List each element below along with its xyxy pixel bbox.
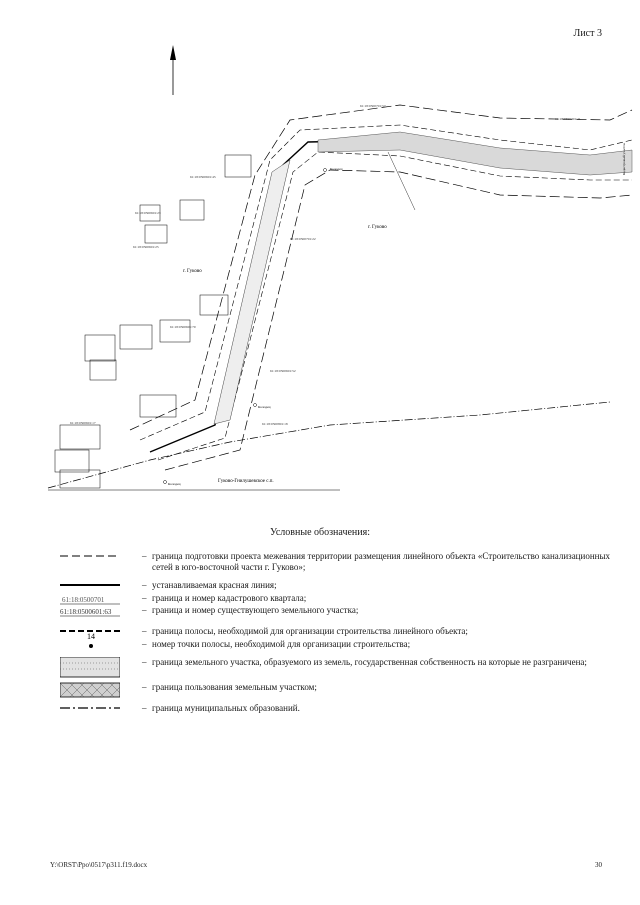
land-parcels bbox=[55, 155, 251, 488]
well-label-2: Колодец bbox=[258, 405, 271, 409]
legend-text: номер точки полосы, необходимой для организации строительства; bbox=[152, 639, 411, 649]
svg-text:61:18:0500701:22: 61:18:0500701:22 bbox=[290, 237, 316, 241]
legend-text: граница пользования земельным участком; bbox=[152, 682, 317, 692]
legend-item-land-use: – граница пользования земельным участком; bbox=[50, 682, 610, 702]
page-number: 30 bbox=[595, 861, 602, 869]
hatched-dots-area-icon bbox=[60, 657, 120, 679]
legend-item-planning-boundary: – граница подготовки проекта межевания территории размещения линейного объекта «Строительство канализационных сетей в юго-восточной части г. Гуково»; bbox=[50, 551, 610, 577]
dashed-long-line-icon bbox=[60, 551, 120, 565]
dash-dot-line-icon bbox=[60, 703, 120, 717]
point-marker-icon bbox=[60, 633, 120, 651]
solid-thick-line-icon bbox=[60, 580, 120, 594]
legend-text: граница муниципальных образований. bbox=[152, 703, 300, 713]
svg-text:61:18:0500601:23: 61:18:0500601:23 bbox=[135, 211, 161, 215]
svg-text:61:18:0500701: 61:18:0500701 bbox=[62, 596, 105, 604]
legend-item-construction-strip: – граница полосы, необходимой для организации строительства линейного объекта; bbox=[50, 626, 610, 640]
parcel-boundary-icon bbox=[60, 605, 120, 619]
legend-item-cadastral-quarter: 61:18:0500701 – граница и номер кадастрового квартала; bbox=[50, 593, 610, 607]
legend-title: Условные обозначения: bbox=[269, 527, 370, 538]
svg-text:14: 14 bbox=[87, 633, 95, 641]
legend-item-existing-parcel: 61:18:0500601:63 – граница и номер существующего земельного участка; bbox=[50, 605, 610, 619]
svg-text:61:18:0500601:52: 61:18:0500601:52 bbox=[270, 369, 296, 373]
legend-text: граница и номер существующего земельного участка; bbox=[152, 605, 359, 615]
svg-text:61:18:0500601:17: 61:18:0500601:17 bbox=[70, 421, 96, 425]
sheet-number: Лист 3 bbox=[573, 28, 602, 39]
legend-text: граница полосы, необходимой для организации строительства линейного объекта; bbox=[152, 626, 468, 636]
town-label-west: г. Гуково bbox=[183, 269, 202, 274]
legend-text: устанавливаемая красная линия; bbox=[152, 580, 277, 590]
legend-text: граница подготовки проекта межевания территории размещения линейного объекта «Строительство канализационных сетей в юго-восточной части г. Гуково»; bbox=[152, 551, 610, 572]
well-label-1: Колодец bbox=[330, 167, 343, 171]
legend-text: граница и номер кадастрового квартала; bbox=[152, 593, 307, 603]
svg-text:61:18:0500701:41: 61:18:0500701:41 bbox=[555, 117, 581, 121]
north-arrow-icon bbox=[170, 45, 176, 95]
legend-item-state-land: – граница земельного участка, образуемого из земель, государственная собственность на которые не разграничена; bbox=[50, 657, 610, 681]
svg-text:61:18:0500801:18: 61:18:0500801:18 bbox=[262, 422, 288, 426]
legend-text: граница земельного участка, образуемого из земель, государственная собственность на которые не разграничена; bbox=[152, 657, 587, 667]
hatched-cross-area-icon bbox=[60, 682, 120, 700]
well-label-3: Колодец bbox=[168, 482, 181, 486]
town-label-east: г. Гуково bbox=[368, 225, 387, 230]
svg-text:61:18:0500601:45: 61:18:0500601:45 bbox=[190, 175, 216, 179]
svg-text:61:18:0500601:70: 61:18:0500601:70 bbox=[170, 325, 196, 329]
legend-item-point-number: 14 – номер точки полосы, необходимой для организации строительства; bbox=[50, 639, 610, 653]
municipal-boundary bbox=[48, 402, 610, 488]
settlement-label: Гуково-Гнилушевское с.п. bbox=[218, 479, 274, 484]
svg-text:61:18:0500601:63: 61:18:0500601:63 bbox=[60, 608, 112, 616]
right-edge-label: Кадастровый участок bbox=[622, 142, 626, 175]
svg-text:61:18:0500601:25: 61:18:0500601:25 bbox=[133, 245, 159, 249]
svg-text:61:18:0500701:57: 61:18:0500701:57 bbox=[360, 104, 386, 108]
legend-item-red-line: – устанавливаемая красная линия; bbox=[50, 580, 610, 594]
legend-item-municipal: – граница муниципальных образований. bbox=[50, 703, 610, 717]
route-corridor bbox=[130, 105, 632, 470]
file-path: Y:\ORST\Ppo\0517\p311.f19.docx bbox=[50, 861, 148, 869]
